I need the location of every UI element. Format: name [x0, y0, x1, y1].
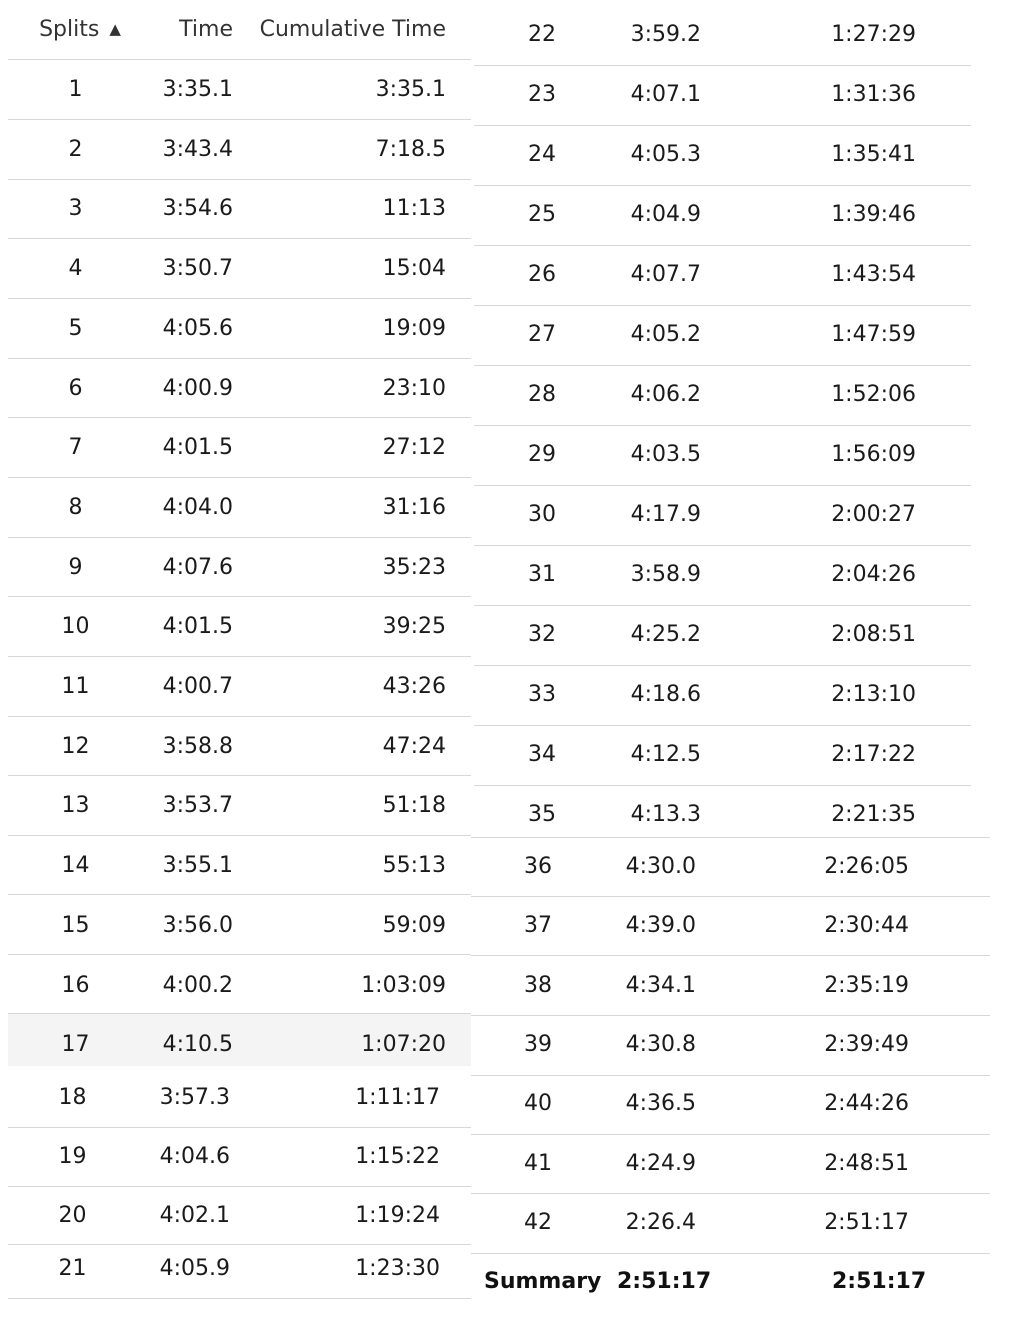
- split-time: 4:04.6: [159, 1144, 230, 1169]
- split-number: 39: [524, 1032, 552, 1057]
- split-time: 3:53.7: [162, 793, 233, 818]
- row-divider: [8, 298, 471, 299]
- cumulative-time: 1:11:17: [355, 1085, 440, 1110]
- row-divider: [8, 477, 471, 478]
- cumulative-time: 1:07:20: [361, 1032, 446, 1057]
- row-divider: [8, 775, 471, 776]
- split-time: 4:00.7: [162, 674, 233, 699]
- split-number: 28: [528, 382, 556, 407]
- row-divider: [8, 59, 471, 60]
- split-time: 4:05.3: [630, 142, 701, 167]
- cumulative-time: 23:10: [382, 376, 446, 401]
- split-time: 3:50.7: [162, 256, 233, 281]
- row-divider: [474, 545, 971, 546]
- row-divider: [8, 1186, 471, 1187]
- split-number: 10: [61, 614, 90, 639]
- split-number: 34: [528, 742, 556, 767]
- split-time: 4:00.2: [162, 973, 233, 998]
- split-number: 3: [68, 196, 83, 221]
- split-number: 35: [528, 802, 556, 827]
- row-divider: [471, 1075, 990, 1076]
- row-divider: [474, 425, 971, 426]
- cumulative-time: 2:44:26: [824, 1091, 909, 1116]
- cumulative-time: 1:27:29: [831, 22, 916, 47]
- split-time: 3:58.8: [162, 734, 233, 759]
- row-divider: [471, 1015, 990, 1016]
- cumulative-time: 1:31:36: [831, 82, 916, 107]
- split-number: 9: [68, 555, 83, 580]
- cumulative-time: 31:16: [382, 495, 446, 520]
- split-number: 30: [528, 502, 556, 527]
- summary-cumulative-time: 2:51:17: [832, 1269, 927, 1294]
- row-divider: [8, 954, 471, 955]
- split-number: 40: [524, 1091, 552, 1116]
- split-time: 4:12.5: [630, 742, 701, 767]
- split-number: 24: [528, 142, 556, 167]
- split-time: 3:56.0: [162, 913, 233, 938]
- cumulative-time: 55:13: [382, 853, 446, 878]
- cumulative-time: 51:18: [382, 793, 446, 818]
- row-divider: [471, 1134, 990, 1135]
- cumulative-time: 1:47:59: [831, 322, 916, 347]
- split-time: 4:04.9: [630, 202, 701, 227]
- column-header-time[interactable]: Time: [179, 17, 233, 42]
- split-number: 29: [528, 442, 556, 467]
- split-time: 4:07.6: [162, 555, 233, 580]
- split-number: 38: [524, 973, 552, 998]
- split-time: 3:54.6: [162, 196, 233, 221]
- split-number: 17: [61, 1032, 90, 1057]
- cumulative-time: 3:35.1: [375, 77, 446, 102]
- cumulative-time: 1:23:30: [355, 1256, 440, 1281]
- split-time: 4:01.5: [162, 614, 233, 639]
- split-number: 25: [528, 202, 556, 227]
- split-time: 4:00.9: [162, 376, 233, 401]
- split-number: 12: [61, 734, 90, 759]
- cumulative-time: 2:48:51: [824, 1151, 909, 1176]
- split-number: 32: [528, 622, 556, 647]
- cumulative-time: 2:21:35: [831, 802, 916, 827]
- split-time: 4:04.0: [162, 495, 233, 520]
- cumulative-time: 1:35:41: [831, 142, 916, 167]
- cumulative-time: 1:03:09: [361, 973, 446, 998]
- row-divider: [474, 665, 971, 666]
- cumulative-time: 1:39:46: [831, 202, 916, 227]
- split-time: 4:30.0: [625, 854, 696, 879]
- row-divider: [474, 785, 971, 786]
- row-divider: [474, 365, 971, 366]
- splits-header-label: Splits: [39, 17, 100, 42]
- split-time: 4:10.5: [162, 1032, 233, 1057]
- row-divider: [471, 1253, 990, 1254]
- row-divider: [474, 605, 971, 606]
- cumulative-time: 1:52:06: [831, 382, 916, 407]
- split-number: 7: [68, 435, 83, 460]
- split-number: 27: [528, 322, 556, 347]
- cumulative-time: 47:24: [382, 734, 446, 759]
- split-number: 8: [68, 495, 83, 520]
- row-divider: [8, 417, 471, 418]
- split-time: 4:24.9: [625, 1151, 696, 1176]
- cumulative-time: 27:12: [382, 435, 446, 460]
- cumulative-time: 2:00:27: [831, 502, 916, 527]
- split-number: 33: [528, 682, 556, 707]
- split-time: 3:43.4: [162, 137, 233, 162]
- split-number: 21: [58, 1256, 87, 1281]
- row-divider: [471, 1193, 990, 1194]
- row-divider: [8, 1298, 471, 1299]
- cumulative-time: 59:09: [382, 913, 446, 938]
- row-divider: [474, 185, 971, 186]
- split-number: 6: [68, 376, 83, 401]
- split-number: 26: [528, 262, 556, 287]
- row-divider: [8, 1127, 471, 1128]
- cumulative-time: 2:51:17: [824, 1210, 909, 1235]
- cumulative-time: 1:19:24: [355, 1203, 440, 1228]
- sort-ascending-icon[interactable]: ▲: [109, 20, 121, 38]
- split-number: 18: [58, 1085, 87, 1110]
- split-time: 4:39.0: [625, 913, 696, 938]
- split-time: 2:26.4: [625, 1210, 696, 1235]
- split-time: 3:59.2: [630, 22, 701, 47]
- summary-label: Summary: [484, 1269, 602, 1294]
- split-time: 3:58.9: [630, 562, 701, 587]
- split-number: 19: [58, 1144, 87, 1169]
- cumulative-time: 35:23: [382, 555, 446, 580]
- row-divider: [8, 596, 471, 597]
- split-time: 4:18.6: [630, 682, 701, 707]
- row-divider: [474, 305, 971, 306]
- row-divider: [8, 716, 471, 717]
- split-time: 4:07.1: [630, 82, 701, 107]
- row-divider: [8, 1244, 471, 1245]
- split-time: 4:03.5: [630, 442, 701, 467]
- split-number: 15: [61, 913, 90, 938]
- row-divider: [474, 725, 971, 726]
- cumulative-time: 2:35:19: [824, 973, 909, 998]
- split-number: 31: [528, 562, 556, 587]
- split-time: 3:35.1: [162, 77, 233, 102]
- cumulative-time: 2:26:05: [824, 854, 909, 879]
- cumulative-time: 11:13: [382, 196, 446, 221]
- cumulative-time: 19:09: [382, 316, 446, 341]
- row-divider: [8, 894, 471, 895]
- split-number: 13: [61, 793, 90, 818]
- cumulative-time: 39:25: [382, 614, 446, 639]
- cumulative-time: 2:17:22: [831, 742, 916, 767]
- split-number: 16: [61, 973, 90, 998]
- split-time: 4:05.6: [162, 316, 233, 341]
- column-header-cumulative-time[interactable]: Cumulative Time: [259, 17, 446, 42]
- split-number: 4: [68, 256, 83, 281]
- split-time: 4:17.9: [630, 502, 701, 527]
- cumulative-time: 1:56:09: [831, 442, 916, 467]
- cumulative-time: 1:43:54: [831, 262, 916, 287]
- row-divider: [8, 656, 471, 657]
- row-divider: [474, 65, 971, 66]
- summary-time: 2:51:17: [617, 1269, 712, 1294]
- split-number: 1: [68, 77, 83, 102]
- split-time: 3:55.1: [162, 853, 233, 878]
- row-divider: [471, 837, 990, 838]
- split-time: 4:05.2: [630, 322, 701, 347]
- row-divider: [8, 358, 471, 359]
- cumulative-time: 7:18.5: [375, 137, 446, 162]
- split-number: 42: [524, 1210, 552, 1235]
- split-time: 4:13.3: [630, 802, 701, 827]
- split-number: 36: [524, 854, 552, 879]
- row-divider: [471, 955, 990, 956]
- cumulative-time: 1:15:22: [355, 1144, 440, 1169]
- cumulative-time: 2:39:49: [824, 1032, 909, 1057]
- row-divider: [8, 835, 471, 836]
- split-number: 22: [528, 22, 556, 47]
- split-number: 14: [61, 853, 90, 878]
- cumulative-time: 2:30:44: [824, 913, 909, 938]
- split-time: 4:30.8: [625, 1032, 696, 1057]
- row-divider: [471, 896, 990, 897]
- row-divider: [474, 245, 971, 246]
- cumulative-time: 15:04: [382, 256, 446, 281]
- row-divider: [8, 119, 471, 120]
- split-time: 4:05.9: [159, 1256, 230, 1281]
- split-time: 3:57.3: [159, 1085, 230, 1110]
- split-time: 4:07.7: [630, 262, 701, 287]
- row-divider: [474, 485, 971, 486]
- split-time: 4:25.2: [630, 622, 701, 647]
- split-number: 11: [61, 674, 90, 699]
- cumulative-time: 2:08:51: [831, 622, 916, 647]
- row-divider: [474, 125, 971, 126]
- cumulative-time: 2:13:10: [831, 682, 916, 707]
- split-time: 4:06.2: [630, 382, 701, 407]
- cumulative-time: 2:04:26: [831, 562, 916, 587]
- split-number: 5: [68, 316, 83, 341]
- split-number: 20: [58, 1203, 87, 1228]
- split-time: 4:34.1: [625, 973, 696, 998]
- row-divider: [8, 537, 471, 538]
- split-time: 4:36.5: [625, 1091, 696, 1116]
- row-divider: [8, 179, 471, 180]
- split-time: 4:02.1: [159, 1203, 230, 1228]
- split-number: 2: [68, 137, 83, 162]
- split-number: 41: [524, 1151, 552, 1176]
- split-time: 4:01.5: [162, 435, 233, 460]
- split-number: 37: [524, 913, 552, 938]
- row-divider: [8, 238, 471, 239]
- cumulative-time: 43:26: [382, 674, 446, 699]
- split-number: 23: [528, 82, 556, 107]
